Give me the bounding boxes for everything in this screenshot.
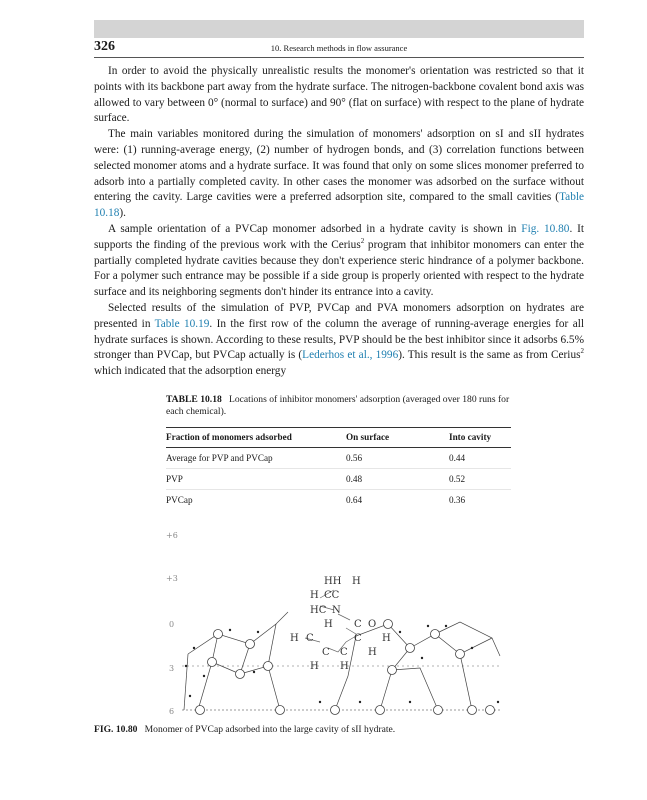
lattice-bond xyxy=(268,624,276,666)
paragraph-4: Selected results of the simulation of PVP, PVCap and PVA monomers adsorption on hydrates are presented in Table 10.19. In the first row of the column the average of running-average energies for all hydrate surfaces is shown. According to these results, PVP should be the best inhibitor since it adsorbs 6.5% stronger than PVCap, but PVCap actually is (Lederhos et al., 1996). This result is the same as from Cerius$^2$ which indicated that the adsorption energy xyxy=(94,301,584,378)
header-bar xyxy=(94,20,584,38)
lattice-bond xyxy=(212,634,250,674)
table-cell: 0.56 xyxy=(346,448,449,469)
atom-label: CC xyxy=(324,590,340,601)
atom xyxy=(376,706,385,715)
atom xyxy=(214,630,223,639)
paragraph-2: The main variables monitored during the simulation of monomers' adsorption on sI and sII hydrates were: (1) running-average energy, (2) number of hydrogen bonds, and (3) correlation functions between selected monomer atoms and a hydrate surface. It was found that only on some slices monomer preferred to adsorb into a partially completed cavity. In other cases the monomer was adsorbed on the surface without entering the cavity. Large cavities were a preferred adsorption site, compared to the small cavities (Table 10.18). xyxy=(94,128,584,220)
paragraph-1: In order to avoid the physically unrealistic results the monomer's orientation was restricted so that it points with its backbone part away from the hydrate surface. The nitrogen-backbone covalent bond axis was allowed to vary between 0° (normal to surface) and 90° (flat on surface) with respect to the plane of hydrate surface. xyxy=(94,65,584,125)
atom-label: H xyxy=(290,633,299,644)
page-number: 326 xyxy=(94,39,115,54)
paragraph-3: A sample orientation of a PVCap monomer adsorbed in a hydrate cavity is shown in Fig. 10.80. It supports the finding of the previous work with the Cerius$^2$ program that inhibitor monomers can enter the partially completed hydrate cavities because they don't experience steric hindrance of a polymer backbone. For a polymer such entrance may be possible if a side group is properly oriented with respect to the hydrate surface and its neighboring segments don't hinder its entrance into a cavity. xyxy=(94,222,584,299)
atom xyxy=(431,630,440,639)
atom-label: H xyxy=(368,647,377,658)
column-header: Fraction of monomers adsorbed xyxy=(166,428,346,448)
column-header: On surface xyxy=(346,428,449,448)
table-cell: 0.52 xyxy=(449,469,511,490)
figure-label: FIG. 10.80 xyxy=(94,724,138,735)
table-row xyxy=(166,469,511,490)
table-cell: PVCap xyxy=(166,495,193,505)
body-text xyxy=(94,64,584,380)
table-cell: 0.64 xyxy=(346,495,363,505)
lattice-bond xyxy=(198,662,212,710)
atom xyxy=(276,706,285,715)
table-caption: TABLE 10.18 Locations of inhibitor monomers' adsorption (averaged over 180 runs for each chemical). xyxy=(166,394,510,417)
axis-label: +3 xyxy=(166,574,178,583)
atom-label: H xyxy=(340,661,349,672)
atom-label: O xyxy=(368,619,377,630)
atom xyxy=(468,706,477,715)
table-row xyxy=(166,448,511,469)
atom-label: C xyxy=(354,619,362,630)
lattice-bond xyxy=(184,654,188,710)
atom-label: C xyxy=(354,633,362,644)
lattice-bond xyxy=(410,634,492,654)
page-header xyxy=(94,38,584,57)
table-header-row xyxy=(166,428,511,448)
atom-label: HH xyxy=(324,576,342,587)
citation-link[interactable]: Lederhos et al., 1996 xyxy=(302,349,399,362)
lattice-bond xyxy=(460,654,472,710)
atom-label: H xyxy=(352,576,361,587)
axis-label: 6 xyxy=(169,707,175,716)
atom-label: H xyxy=(310,661,319,672)
lattice-bond xyxy=(392,668,438,710)
atom-label: C xyxy=(306,633,314,644)
atom-label: HC xyxy=(310,605,327,616)
atom xyxy=(434,706,443,715)
figure-caption: FIG. 10.80 Monomer of PVCap adsorbed into the large cavity of sII hydrate. xyxy=(94,724,396,735)
atom-labels xyxy=(290,576,391,672)
axis-label: +6 xyxy=(166,531,178,540)
atom xyxy=(456,650,465,659)
atom xyxy=(486,706,495,715)
atom-label: C xyxy=(340,647,348,658)
atom xyxy=(246,640,255,649)
table-reference-link[interactable]: Table 10.18 xyxy=(94,191,584,220)
atom xyxy=(406,644,415,653)
molecule-figure xyxy=(160,526,522,721)
axis-labels xyxy=(166,531,178,716)
atom-label: H xyxy=(382,633,391,644)
table-cell: 0.44 xyxy=(449,448,511,469)
atom xyxy=(196,706,205,715)
table-cell: 0.48 xyxy=(346,469,449,490)
data-table xyxy=(166,427,511,510)
table-cell: 0.36 xyxy=(449,495,466,505)
atom xyxy=(331,706,340,715)
header-rule xyxy=(94,57,584,58)
column-header: Into cavity xyxy=(449,428,511,448)
figure-reference-link[interactable]: Fig. 10.80 xyxy=(521,222,570,235)
table-label: TABLE 10.18 xyxy=(166,394,222,405)
atom-label: H xyxy=(310,590,319,601)
table-cell: PVP xyxy=(166,469,346,490)
atom xyxy=(208,658,217,667)
atom xyxy=(236,670,245,679)
table-cell: Average for PVP and PVCap xyxy=(166,448,346,469)
atom-label: C xyxy=(322,647,330,658)
atom xyxy=(264,662,273,671)
axis-label: 3 xyxy=(169,664,175,673)
axis-label: 0 xyxy=(169,620,175,629)
atom xyxy=(384,620,393,629)
table-row xyxy=(166,490,511,511)
table-10-18 xyxy=(166,394,511,510)
lattice-bond xyxy=(240,666,280,710)
atom xyxy=(388,666,397,675)
running-title: 10. Research methods in flow assurance xyxy=(270,43,408,53)
atom-label: H xyxy=(324,619,333,630)
lattice-bond xyxy=(188,612,288,654)
atom-label: N xyxy=(332,605,341,616)
table-reference-link[interactable]: Table 10.19 xyxy=(154,317,210,330)
